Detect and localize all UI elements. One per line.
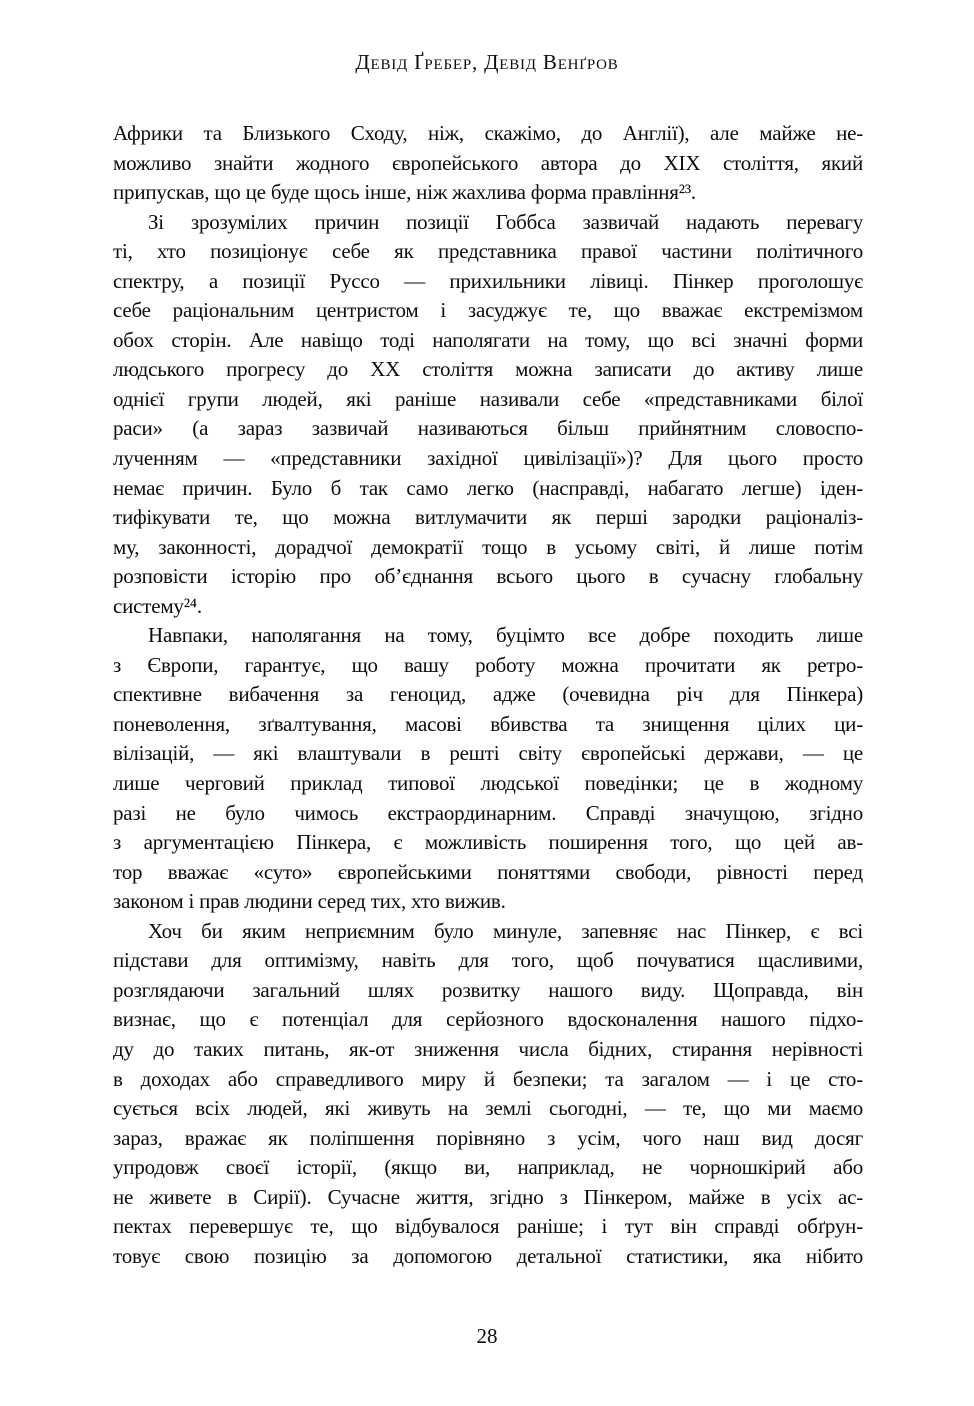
text-line: ті, хто позиціонує себе як представника правої частини політичного <box>113 239 863 264</box>
text-line: поневолення, зґвалтування, масові вбивства та знищення цілих ци- <box>113 711 863 736</box>
text-line: обох сторін. Але навіщо тоді наполягати на тому, що всі значні форми <box>113 327 863 352</box>
text-line: тор вважає «суто» європейськими поняттями свободи, рівності перед <box>113 859 863 884</box>
running-head-authors: Девід Ґребер, Девід Венґров <box>355 50 619 74</box>
text-line: себе раціональним центристом і засуджує те, що вважає екстремізмом <box>113 298 863 323</box>
text-line: упродовж своєї історії, (якщо ви, наприклад, не чорношкірий або <box>113 1155 863 1180</box>
text-line: раси» (а зараз зазвичай називаються більш прийнятним словоспо- <box>113 416 863 441</box>
text-line: Хоч би яким неприємним було минуле, запевняє нас Пінкер, є всі <box>148 918 863 943</box>
text-line: вілізацій, — які влаштували в решті світу європейські держави, — це <box>113 741 863 766</box>
text-line: не живете в Сирії). Сучасне життя, згідно з Пінкером, майже в усіх ас- <box>113 1184 863 1209</box>
text-line: можливо знайти жодного європейського автора до XIX століття, який <box>113 150 863 175</box>
text-line: підстави для оптимізму, навіть для того, щоб почуватися щасливими, <box>113 948 863 973</box>
text-line: визнає, що є потенціал для серйозного вдосконалення нашого підхо- <box>113 1007 863 1032</box>
text-line: Зі зрозумілих причин позиції Гоббса зазвичай надають перевагу <box>148 209 863 234</box>
text-line: припускав, що це буде щось інше, ніж жахлива форма правління²³. <box>113 180 696 205</box>
text-line: в доходах або справедливого миру й безпеки; та загалом — і це сто- <box>113 1066 863 1091</box>
text-line: пектах перевершує те, що відбувалося раніше; і тут він справді обґрун- <box>113 1214 863 1239</box>
text-line: разі не було чимось екстраординарним. Справді значущою, згідно <box>113 800 863 825</box>
text-line: людського прогресу до XX століття можна записати до активу лише <box>113 357 863 382</box>
text-line: однієї групи людей, які раніше називали себе «представниками білої <box>113 386 863 411</box>
text-line: немає причин. Було б так само легко (насправді, набагато легше) іден- <box>113 475 863 500</box>
text-line: законом і прав людини серед тих, хто вижив. <box>113 889 506 914</box>
text-line: з аргументацією Пінкера, є можливість поширення того, що цей ав- <box>113 830 863 855</box>
text-line: Африки та Близького Сходу, ніж, скажімо, до Англії), але майже не- <box>113 121 863 145</box>
text-line: тифікувати те, що можна витлумачити як перші зародки раціоналіз- <box>113 505 863 530</box>
text-line: спектру, а позиції Руссо — прихильники лівиці. Пінкер проголошує <box>113 268 863 293</box>
text-line: розглядаючи загальний шлях розвитку нашого виду. Щоправда, він <box>113 977 863 1002</box>
text-line: розповісти історію про об’єднання всього цього в сучасну глобальну <box>113 564 863 589</box>
text-line: му, законності, дорадчої демократії тощо в усьому світі, й лише потім <box>113 534 863 559</box>
text-line: сується всіх людей, які живуть на землі сьогодні, — те, що ми маємо <box>113 1096 863 1121</box>
text-line: лученням — «представники західної цивілізації»)? Для цього просто <box>113 446 863 471</box>
text-line: товує свою позицію за допомогою детальної статистики, яка нібито <box>113 1243 863 1268</box>
text-line: Навпаки, наполягання на тому, буцімто все добре походить лише <box>148 623 863 648</box>
text-line: з Європи, гарантує, що вашу роботу можна прочитати як ретро- <box>113 652 863 677</box>
text-line: ду до таких питань, як-от зниження числа бідних, стирання нерівності <box>113 1036 863 1061</box>
body-text <box>113 119 863 1271</box>
text-line: лише черговий приклад типової людської поведінки; це в жодному <box>113 771 863 796</box>
text-line: спективне вибачення за геноцид, адже (очевидна річ для Пінкера) <box>113 682 863 707</box>
page-number: 28 <box>476 1324 498 1348</box>
text-line: систему²⁴. <box>113 593 202 618</box>
text-line: зараз, вражає як поліпшення порівняно з усім, чого наш вид досяг <box>113 1125 863 1150</box>
